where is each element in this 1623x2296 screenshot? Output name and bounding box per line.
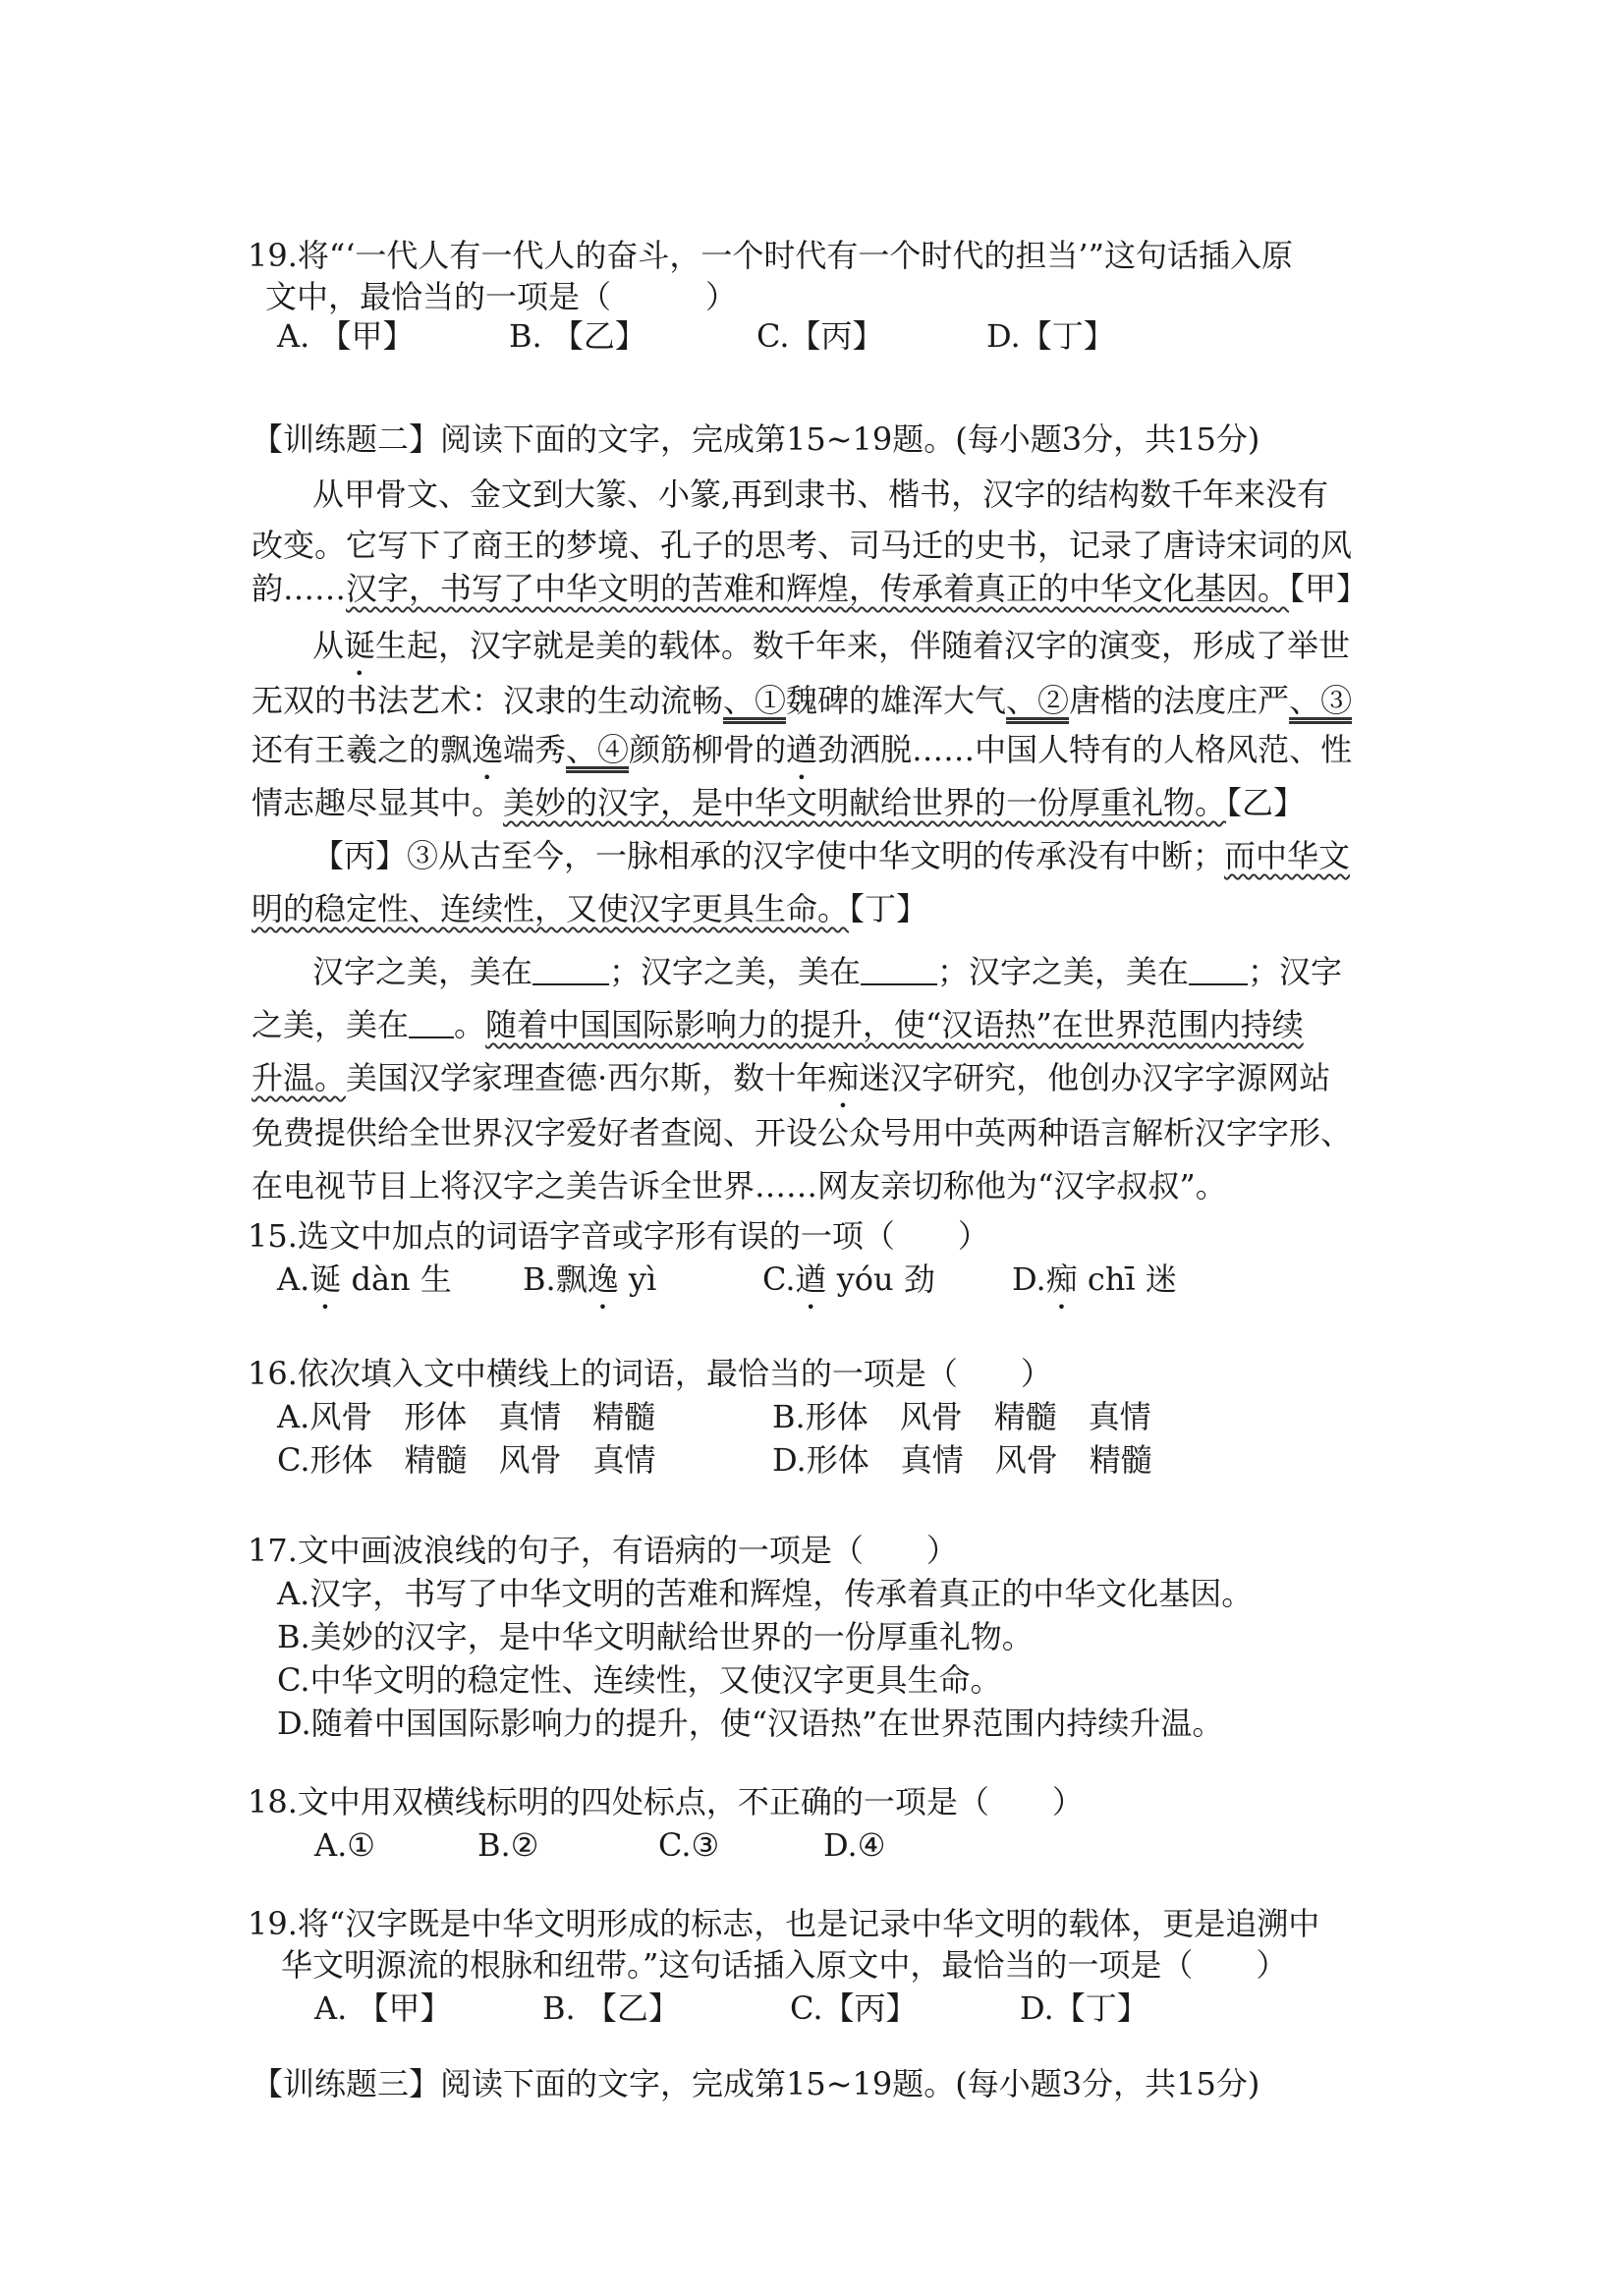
wavy-sentence-d-part1: 随着中国国际影响力的提升，使“汉语热”在世界范围内持续 bbox=[485, 1006, 1304, 1043]
q15-stem: 15.选文中加点的词语字音或字形有误的一项（ ） bbox=[248, 1217, 989, 1255]
q17-option-b: B.美妙的汉字，是中华文明献给世界的一份厚重礼物。 bbox=[277, 1618, 1034, 1655]
wavy-sentence-b: 美妙的汉字，是中华文明献给世界的一份厚重礼物。 bbox=[503, 784, 1227, 821]
text-run: 之美，美在 bbox=[252, 1006, 410, 1043]
dotted-char: 痴 bbox=[827, 1059, 860, 1096]
q18-option-d: D.④ bbox=[823, 1826, 886, 1864]
q16-option-d: D.形体 真情 风骨 精髓 bbox=[772, 1441, 1152, 1479]
text-run: C. bbox=[762, 1260, 796, 1298]
passage-p1-line1: 从甲骨文、金文到大篆、小篆,再到隶书、楷书，汉字的结构数千年来没有 bbox=[312, 476, 1329, 513]
text-run: 唐楷的法度庄严 bbox=[1069, 682, 1290, 719]
dotted-char: 遒 bbox=[786, 731, 818, 768]
text-run: chī 迷 bbox=[1077, 1260, 1177, 1298]
q18-stem: 18.文中用双横线标明的四处标点，不正确的一项是（ ） bbox=[248, 1783, 1084, 1820]
passage-p2-line2 bbox=[252, 678, 1352, 723]
punct-mark-3: 、③ bbox=[1289, 682, 1353, 719]
passage-p4-line2 bbox=[252, 1002, 1304, 1047]
wavy-sentence-d-part2: 升温。 bbox=[252, 1059, 347, 1096]
q15-option-a bbox=[277, 1258, 452, 1316]
q18-option-c: C.③ bbox=[658, 1826, 720, 1864]
passage-p3-line2 bbox=[252, 886, 927, 931]
text-run: 魏碑的雄浑大气 bbox=[786, 682, 1007, 719]
text-run: 从 bbox=[312, 627, 345, 664]
q18-option-b: B.② bbox=[477, 1826, 539, 1864]
text-run: ；汉字之美，美在 bbox=[937, 953, 1190, 990]
marker-jia: 【甲】 bbox=[1289, 570, 1369, 607]
dotted-char: 痴 bbox=[1045, 1260, 1078, 1298]
q17-stem: 17.文中画波浪线的句子，有语病的一项是（ ） bbox=[248, 1532, 958, 1569]
dotted-char: 逸 bbox=[472, 731, 504, 768]
q19b-stem-line1: 19.将“汉字既是中华文明形成的标志，也是记录中华文明的载体，更是追溯中 bbox=[248, 1905, 1320, 1942]
passage-p4-line4: 免费提供给全世界汉字爱好者查阅、开设公众号用中英两种语言解析汉字字形、 bbox=[252, 1114, 1353, 1151]
text-run: 韵…… bbox=[252, 570, 347, 607]
q16-stem: 16.依次填入文中横线上的词语，最恰当的一项是（ ） bbox=[248, 1355, 1052, 1392]
q19b-option-d: D.【丁】 bbox=[1020, 1989, 1148, 2027]
fill-blank-2 bbox=[861, 956, 937, 985]
q15-option-d bbox=[1012, 1258, 1177, 1316]
text-run: 汉字之美，美在 bbox=[312, 953, 533, 990]
marker-yi: 【乙】 bbox=[1226, 784, 1306, 821]
text-run: 劲洒脱……中国人特有的人格风范、性 bbox=[817, 731, 1353, 768]
passage-p4-line3 bbox=[252, 1055, 1330, 1115]
q15-option-b bbox=[523, 1258, 656, 1316]
q19b-stem-line2: 华文明源流的根脉和纽带。”这句话插入原文中，最恰当的一项是（ ） bbox=[281, 1946, 1288, 1984]
q19b-option-c: C.【丙】 bbox=[790, 1989, 918, 2027]
passage-p2-line3 bbox=[252, 727, 1352, 787]
q16-option-c: C.形体 精髓 风骨 真情 bbox=[277, 1441, 656, 1479]
passage-p4-line1 bbox=[312, 949, 1342, 994]
q16-option-a: A.风骨 形体 真情 精髓 bbox=[277, 1398, 656, 1435]
text-run: 情志趣尽显其中。 bbox=[252, 784, 504, 821]
dotted-char: 遒 bbox=[795, 1260, 827, 1298]
q19-top-option-b: B. 【乙】 bbox=[509, 317, 646, 355]
text-run: 。 bbox=[454, 1006, 486, 1043]
text-run: 迷汉字研究，他创办汉字字源网站 bbox=[859, 1059, 1331, 1096]
text-run: 无双的书法艺术：汉隶的生动流畅 bbox=[252, 682, 724, 719]
text-run: 颜筋柳骨的 bbox=[629, 731, 787, 768]
marker-ding: 【丁】 bbox=[849, 890, 928, 927]
q19b-option-a: A. 【甲】 bbox=[314, 1989, 452, 2027]
text-run: 端秀 bbox=[503, 731, 567, 768]
q19-top-stem-line1: 19.将“‘一代人有一代人的奋斗，一个时代有一个时代的担当’”这句话插入原 bbox=[248, 237, 1293, 274]
punct-mark-1: 、① bbox=[723, 682, 787, 719]
text-run: D. bbox=[1012, 1260, 1046, 1298]
wavy-sentence-c-part2: 明的稳定性、连续性，又使汉字更具生命。 bbox=[252, 890, 850, 927]
punct-mark-2: 、② bbox=[1006, 682, 1070, 719]
text-run: B.飘 bbox=[523, 1260, 588, 1298]
passage-p2-line4 bbox=[252, 780, 1305, 825]
text-run: yì bbox=[618, 1260, 657, 1298]
text-run: yóu 劲 bbox=[826, 1260, 935, 1298]
section3-heading: 【训练题三】阅读下面的文字，完成第15~19题。(每小题3分，共15分) bbox=[252, 2065, 1260, 2102]
q17-option-a: A.汉字，书写了中华文明的苦难和辉煌，传承着真正的中华文化基因。 bbox=[277, 1575, 1254, 1612]
q17-option-d: D.随着中国国际影响力的提升，使“汉语热”在世界范围内持续升温。 bbox=[277, 1705, 1224, 1742]
text-run: 生起，汉字就是美的载体。数千年来，伴随着汉字的演变，形成了举世 bbox=[375, 627, 1351, 664]
q18-option-a: A.① bbox=[314, 1826, 375, 1864]
passage-p2-line1 bbox=[312, 623, 1350, 683]
fill-blank-4 bbox=[409, 1009, 454, 1038]
q19-top-option-a: A. 【甲】 bbox=[277, 317, 415, 355]
wavy-sentence-a: 汉字，书写了中华文明的苦难和辉煌，传承着真正的中华文化基因。 bbox=[346, 570, 1290, 607]
passage-p1-line3 bbox=[252, 566, 1368, 611]
q19-top-option-c: C.【丙】 bbox=[756, 317, 884, 355]
fill-blank-1 bbox=[532, 956, 609, 985]
q19b-option-b: B. 【乙】 bbox=[542, 1989, 680, 2027]
text-run: 美国汉学家理查德·西尔斯，数十年 bbox=[346, 1059, 828, 1096]
dotted-char: 诞 bbox=[344, 627, 376, 664]
text-run: dàn 生 bbox=[341, 1260, 452, 1298]
passage-p1-line2: 改变。它写下了商王的梦境、孔子的思考、司马迁的史书，记录了唐诗宋词的风 bbox=[252, 527, 1353, 564]
fill-blank-3 bbox=[1189, 956, 1248, 985]
q17-option-c: C.中华文明的稳定性、连续性，又使汉字更具生命。 bbox=[277, 1661, 1002, 1699]
punct-mark-4: 、④ bbox=[566, 731, 630, 768]
dotted-char: 逸 bbox=[587, 1260, 619, 1298]
text-run: ；汉字之美，美在 bbox=[609, 953, 862, 990]
text-run: 【丙】③从古至今，一脉相承的汉字使中华文明的传承没有中断； bbox=[312, 837, 1225, 874]
q19-top-stem-line2: 文中，最恰当的一项是（ ） bbox=[265, 278, 738, 315]
q16-option-b: B.形体 风骨 精髓 真情 bbox=[772, 1398, 1151, 1435]
wavy-sentence-c-part1: 而中华文 bbox=[1224, 837, 1351, 874]
text-run: A. bbox=[277, 1260, 310, 1298]
dotted-char: 诞 bbox=[309, 1260, 342, 1298]
q19-top-option-d: D.【丁】 bbox=[986, 317, 1115, 355]
text-run: 还有王羲之的飘 bbox=[252, 731, 473, 768]
section2-heading: 【训练题二】阅读下面的文字，完成第15~19题。(每小题3分，共15分) bbox=[252, 420, 1260, 458]
q15-option-c bbox=[762, 1258, 935, 1316]
passage-p4-line5: 在电视节目上将汉字之美告诉全世界……网友亲切称他为“汉字叔叔”。 bbox=[252, 1167, 1227, 1204]
passage-p3-line1 bbox=[312, 833, 1350, 878]
text-run: ；汉字 bbox=[1248, 953, 1343, 990]
